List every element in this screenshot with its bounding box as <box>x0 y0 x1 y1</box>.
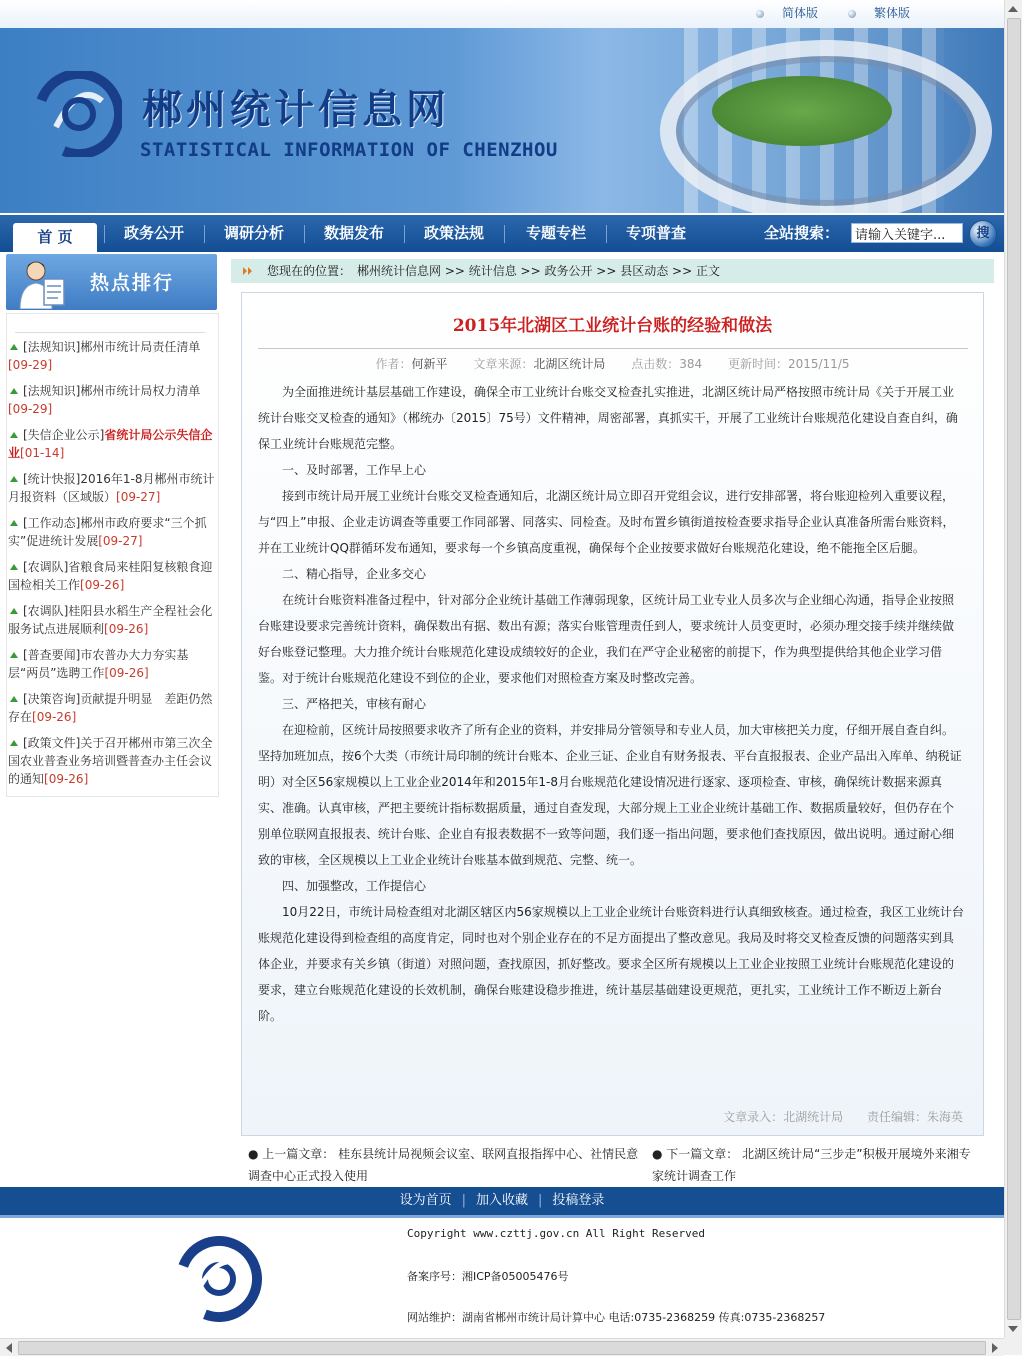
site-logo <box>36 71 122 157</box>
article-section-heading: 一、及时部署，工作早上心 <box>282 463 427 477</box>
site-title: 郴州统计信息网 <box>142 87 450 133</box>
prev-label: 上一篇文章： <box>262 1147 335 1161</box>
source-value: 北湖区统计局 <box>533 357 606 371</box>
article-section-heading: 四、加强整改，工作提信心 <box>282 879 427 893</box>
bullet-icon <box>756 10 764 18</box>
hot-item-text[interactable]: [统计快报]2016年1-8月郴州市统计月报资料（区域版） <box>8 472 215 504</box>
updated-value: 2015/11/5 <box>787 357 850 371</box>
triangle-bullet-icon <box>10 740 18 746</box>
breadcrumb <box>231 259 994 283</box>
bullet-icon: ● <box>652 1147 667 1161</box>
hot-item-date: [09-29] <box>8 358 53 372</box>
next-link[interactable]: 北湖区统计局“三步走”积极开展境外来湘专家统计调查工作 <box>652 1147 971 1183</box>
hot-item-text[interactable]: [决策咨询]贡献提升明显 差距仍然存在 <box>8 692 213 724</box>
article-body <box>258 379 964 1029</box>
next-article[interactable] <box>652 1143 976 1187</box>
hot-item-date: [09-27] <box>98 534 143 548</box>
double-arrow-icon <box>243 266 253 276</box>
search-input[interactable] <box>851 223 963 243</box>
submit-login-link[interactable]: 投稿登录 <box>552 1193 605 1208</box>
copyright: Copyright www.czttj.gov.cn All Right Reserved <box>407 1227 706 1240</box>
bullet-icon: ● <box>248 1147 263 1161</box>
hot-item[interactable] <box>8 514 216 550</box>
article-footer <box>703 1108 963 1125</box>
article-paragraph: 为全面推进统计基层基础工作建设，确保全市工业统计台账交叉检查扎实推进，北湖区统计局严格按照市统计局《关于开展工业统计台账交叉检查的通知》（郴统办〔2015〕75号）文件精神，周密部署，真抓实干，开展了工业统计台账规范化建设自查自纠，确保工业统计台账规范完整。 <box>258 385 958 451</box>
horizontal-scrollbar[interactable] <box>0 1338 1004 1356</box>
triangle-bullet-icon <box>10 652 18 658</box>
article-section-heading: 三、严格把关，审核有耐心 <box>282 697 427 711</box>
site-subtitle: STATISTICAL INFORMATION OF CHENZHOU <box>140 139 558 161</box>
hot-item[interactable] <box>8 470 216 506</box>
hot-ranking-list <box>6 313 219 797</box>
nav-divider <box>104 225 105 243</box>
nav-divider <box>606 225 607 243</box>
separator: | <box>538 1193 543 1208</box>
triangle-bullet-icon <box>10 344 18 350</box>
hot-item[interactable] <box>8 690 216 726</box>
article-paragraph: 在统计台账资料准备过程中，针对部分企业统计基础工作薄弱现象，区统计局工业专业人员多次与企业细心沟通，指导企业按照台账建设要求完善统计资料，确保数出有据、数出有源；落实台账管理责任到人，要求统计人员变更时，必须办理交接手续并继续做好台账登记整理。大力推介统计台账规范化建设成绩较好的企业，我们在严守企业秘密的前提下，作为典型提供给其他企业学习借鉴。对于统计台账规范化建设不到位的企业，要求他们对照检查方案及时整改完善。 <box>258 593 955 685</box>
hot-item-text[interactable]: [农调队]桂阳县水稻生产全程社会化服务试点进展顺利 <box>8 604 213 636</box>
entry-label: 文章录入： <box>723 1110 784 1124</box>
person-icon <box>16 257 68 309</box>
divider <box>258 348 968 349</box>
article-meta <box>242 355 983 372</box>
search-label: 全站搜索： <box>764 224 840 242</box>
breadcrumb-text[interactable]: 您现在的位置： 郴州统计信息网 >> 统计信息 >> 政务公开 >> 县区动态 >> 正文 <box>267 264 720 278</box>
hot-item-date: [09-26] <box>32 710 77 724</box>
hot-item[interactable] <box>8 646 216 682</box>
hot-item-text[interactable]: [农调队]省粮食局来桂阳复核粮食迎国检相关工作 <box>8 560 213 592</box>
prev-link[interactable]: 桂东县统计局视频会议室、联网直报指挥中心、社情民意调查中心正式投入使用 <box>248 1147 639 1183</box>
scroll-down-icon[interactable] <box>1008 1326 1018 1332</box>
separator: | <box>461 1193 466 1208</box>
hot-item-date: [09-26] <box>104 622 149 636</box>
nav-divider <box>304 225 305 243</box>
prev-article[interactable] <box>248 1143 643 1187</box>
author-label: 作者： <box>375 357 412 371</box>
hot-item[interactable] <box>8 602 216 638</box>
scroll-up-icon[interactable] <box>1008 6 1018 12</box>
nav-census[interactable]: 专项普查 <box>625 224 686 242</box>
top-bar <box>0 0 1004 28</box>
scroll-left-icon[interactable] <box>6 1343 12 1353</box>
bullet-icon <box>848 10 856 18</box>
triangle-bullet-icon <box>10 476 18 482</box>
hot-item-highlight[interactable]: 省统计局公示失信企业 <box>8 428 213 460</box>
hot-item-text[interactable]: [政策文件]关于召开郴州市第三次全国农业普查业务培训暨普查办主任会议的通知 <box>8 736 213 786</box>
main-nav <box>0 213 1004 252</box>
add-favorite-link[interactable]: 加入收藏 <box>475 1193 528 1208</box>
hot-item[interactable] <box>8 558 216 594</box>
nav-data[interactable]: 数据发布 <box>323 224 384 242</box>
nav-policy[interactable]: 政策法规 <box>423 224 484 242</box>
footer-divider <box>0 1215 1004 1218</box>
clicks-value: 384 <box>679 357 703 371</box>
triangle-bullet-icon <box>10 520 18 526</box>
scroll-thumb[interactable] <box>18 1341 986 1355</box>
hot-item-date: [09-26] <box>80 578 125 592</box>
triangle-bullet-icon <box>10 608 18 614</box>
hot-ranking-header <box>6 254 217 310</box>
article-paragraph: 接到市统计局开展工业统计台账交叉检查通知后，北湖区统计局立即召开党组会议，进行安排部署，将台账迎检列入重要议程，与“四上”申报、企业走访调查等重要工作同部署、同落实、同检查。及时布置乡镇街道按检查要求指导企业认真准备所需台账资料，并在工业统计QQ群循环发布通知，要求每一个乡镇高度重视，确保每个企业按要求做好台账规范化建设，绝不能拖全区后腿。 <box>258 489 955 555</box>
hot-item[interactable] <box>8 426 216 462</box>
updated-label: 更新时间： <box>727 357 788 371</box>
triangle-bullet-icon <box>10 564 18 570</box>
icp-number: 备案序号：湘ICP备05005476号 <box>407 1270 569 1283</box>
editor-value: 朱海英 <box>926 1110 963 1124</box>
author-value: 何新平 <box>411 357 448 371</box>
entry-value: 北湖统计局 <box>783 1110 844 1124</box>
article-paragraph: 10月22日，市统计局检查组对北湖区辖区内56家规模以上工业企业统计台账资料进行认真细致核查。通过检查，我区工业统计台账规范化建设得到检查组的高度肯定，同时也对个别企业存在的不足方面提出了整改意见。我局及时将交叉检查反馈的问题落实到具体企业，并要求有关乡镇（街道）对照问题，查找原因，抓好整改。要求全区所有规模以上工业企业按照工业统计台账规范化建设的要求，建立台账规范化建设的长效机制，确保台账建设稳步推进，统计基层基础建设更规范，更扎实，工业统计工作不断迈上新台阶。 <box>258 905 964 1023</box>
vertical-scrollbar[interactable] <box>1004 0 1022 1338</box>
scrollbar-corner <box>1004 1338 1022 1355</box>
scroll-thumb[interactable] <box>1007 18 1021 1320</box>
search-button[interactable]: 搜 <box>969 220 997 248</box>
stadium-field <box>712 76 892 146</box>
nav-divider <box>204 225 205 243</box>
article-title: 2015年北湖区工业统计台账的经验和做法 <box>452 316 773 336</box>
set-homepage-link[interactable]: 设为首页 <box>399 1193 452 1208</box>
hot-ranking-title: 热点排行 <box>90 272 175 294</box>
article-paragraph: 在迎检前，区统计局按照要求收齐了所有企业的资料，并安排局分管领导和专业人员，加大审核把关力度，仔细开展自查自纠。坚持加班加点，按6个大类（市统计局印制的统计台账本、企业三证、企业自有财务报表、平台直报报表、企业产品出入库单、纳税证明）对全区56家规模以上工业企业2014年和2015年1-8月台账规范化建设情况进行逐家、逐项检查、审核，确保统计数据来源真实、准确。认真审核，严把主要统计指标数据质量，通过自查发现，大部分规上工业企业统计基础工作、数据质量较好，但仍存在个别单位联网直报报表、统计台账、企业自有报表数据不一致等问题，我们逐一指出问题，要求他们查找原因，做出说明。通过耐心细致的审核，全区规模以上工业企业统计台账基本做到规范、完整、统一。 <box>258 723 962 867</box>
footer-logo <box>176 1236 262 1322</box>
nav-divider <box>504 225 505 243</box>
nav-research[interactable]: 调研分析 <box>223 224 284 242</box>
nav-government[interactable]: 政务公开 <box>123 224 184 242</box>
hot-item-text[interactable]: [法规知识]郴州市统计局责任清单 <box>23 340 201 354</box>
nav-home[interactable]: 首 页 <box>13 223 97 252</box>
nav-topics[interactable]: 专题专栏 <box>525 224 586 242</box>
simplified-link[interactable] <box>756 4 818 21</box>
clicks-label: 点击数： <box>631 357 680 371</box>
hot-item-prefix[interactable]: [失信企业公示] <box>23 428 105 442</box>
simplified-label[interactable]: 简体版 <box>782 6 819 20</box>
traditional-label[interactable]: 繁体版 <box>874 6 911 20</box>
hot-item-text[interactable]: [工作动态]郴州市政府要求“三个抓实”促进统计发展 <box>8 516 207 548</box>
triangle-bullet-icon <box>10 432 18 438</box>
hot-item[interactable] <box>8 734 216 788</box>
hot-item-date: [09-26] <box>104 666 149 680</box>
nav-divider <box>404 225 405 243</box>
hot-item[interactable] <box>8 382 216 418</box>
editor-label: 责任编辑： <box>866 1110 927 1124</box>
triangle-bullet-icon <box>10 388 18 394</box>
hot-item[interactable] <box>8 338 216 374</box>
triangle-bullet-icon <box>10 696 18 702</box>
traditional-link[interactable] <box>848 4 910 21</box>
maintainer-info: 网站维护：湖南省郴州市统计局计算中心 电话:0735-2368259 传真:0735-2368257 <box>407 1311 826 1324</box>
hot-item-text[interactable]: [法规知识]郴州市统计局权力清单 <box>23 384 201 398</box>
divider <box>15 332 205 333</box>
hot-item-date: [01-14] <box>20 446 65 460</box>
next-label: 下一篇文章： <box>666 1147 739 1161</box>
hot-item-date: [09-26] <box>44 772 89 786</box>
hot-item-date: [09-27] <box>116 490 161 504</box>
scroll-right-icon[interactable] <box>992 1343 998 1353</box>
article-section-heading: 二、精心指导，企业多交心 <box>282 567 427 581</box>
banner <box>0 28 1004 213</box>
hot-item-date: [09-29] <box>8 402 53 416</box>
hot-item-text[interactable]: [普查要闻]市农普办大力夯实基层“两员”选聘工作 <box>8 648 189 680</box>
footer-links <box>0 1187 1004 1215</box>
source-label: 文章来源： <box>473 357 534 371</box>
article <box>241 292 984 1136</box>
